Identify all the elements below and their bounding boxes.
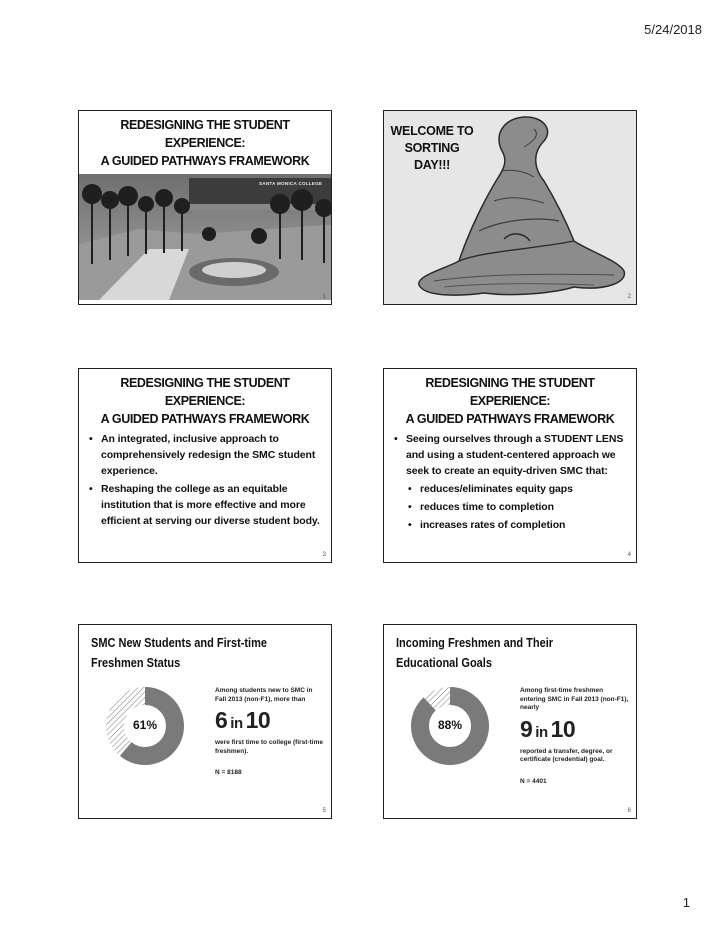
donut-percent-label: 88%	[437, 718, 463, 732]
slide-4	[383, 368, 637, 563]
title-line: REDESIGNING THE STUDENT	[120, 376, 290, 390]
title-line: Freshmen Status	[91, 656, 181, 670]
sample-size: N = 4401	[520, 777, 547, 785]
photo-caption: SANTA MONICA COLLEGE	[259, 181, 323, 186]
stat-ratio-denominator: 10	[550, 715, 576, 742]
stat-ratio-numerator: 6	[215, 707, 228, 733]
title-line: A GUIDED PATHWAYS FRAMEWORK	[100, 154, 310, 168]
stat-lead-text: Among students new to SMC in Fall 2013 (non-F1), more than	[215, 687, 313, 703]
title-line: REDESIGNING THE STUDENT	[120, 118, 290, 132]
slide-2	[383, 110, 637, 305]
title-line: A GUIDED PATHWAYS FRAMEWORK	[405, 412, 615, 426]
stat-lead-text: Among first-time freshmen entering SMC in Fall 2013 (non-F1), nearly	[520, 687, 629, 711]
slide-title	[83, 116, 327, 170]
title-line: Incoming Freshmen and Their	[396, 636, 554, 650]
bullet-item: • An integrated, inclusive approach to comprehensively redesign the SMC student experience.	[101, 431, 323, 479]
slide-number: 3	[322, 552, 326, 558]
stat-follow-text: reported a transfer, degree, or certificate (credential) goal.	[520, 747, 613, 763]
campus-photo	[79, 174, 332, 300]
stat-callout	[520, 687, 630, 785]
slide-number: 2	[627, 294, 631, 300]
slide-6	[383, 624, 637, 819]
title-line: A GUIDED PATHWAYS FRAMEWORK	[100, 412, 310, 426]
sub-bullet-item: • reduces/eliminates equity gaps	[420, 481, 628, 497]
slide-3	[78, 368, 332, 563]
sub-bullet-item: • reduces time to completion	[420, 499, 628, 515]
stat-follow-text: were first time to college (first-time freshmen).	[215, 739, 323, 755]
welcome-line: SORTING	[404, 141, 460, 155]
stat-callout	[215, 687, 325, 776]
bullet-item	[406, 431, 628, 533]
slide-number: 5	[322, 808, 326, 814]
bullet-list	[392, 431, 628, 535]
welcome-line: DAY!!!	[414, 158, 450, 172]
title-line: EXPERIENCE:	[164, 136, 246, 150]
header-date: 5/24/2018	[644, 22, 702, 37]
stat-ratio-denominator: 10	[245, 707, 271, 733]
slide-number: 4	[627, 552, 631, 558]
stat-ratio-in: in	[230, 715, 243, 732]
stat-ratio-in: in	[535, 723, 548, 741]
stat-ratio	[520, 716, 630, 746]
stat-ratio-numerator: 9	[520, 715, 533, 742]
title-line: Educational Goals	[396, 656, 492, 670]
title-line: REDESIGNING THE STUDENT	[425, 376, 595, 390]
slide-1	[78, 110, 332, 305]
title-line: SMC New Students and First-time	[91, 636, 268, 650]
welcome-line: WELCOME TO	[390, 124, 474, 138]
stat-ratio	[215, 707, 325, 737]
bullet-text: Seeing ourselves through a STUDENT LENS and using a student-centered approach we seek to create an equity-driven SMC that:	[406, 433, 624, 477]
sub-bullet-item: • increases rates of completion	[420, 517, 628, 533]
slide-title	[396, 633, 594, 673]
slide-title	[388, 374, 632, 428]
page-number: 1	[682, 895, 690, 910]
slide-5	[78, 624, 332, 819]
sample-size: N = 8188	[215, 769, 242, 776]
welcome-text	[390, 123, 474, 174]
title-line: EXPERIENCE:	[164, 394, 246, 408]
donut-percent-label: 61%	[132, 718, 158, 732]
bullet-item: • Reshaping the college as an equitable institution that is more effective and more efficient at serving our diverse student body.	[101, 481, 323, 529]
title-line: EXPERIENCE:	[469, 394, 551, 408]
slide-title	[83, 374, 327, 428]
slide-number: 6	[627, 808, 631, 814]
bullet-list	[87, 431, 323, 531]
slide-title	[91, 633, 289, 673]
slide-number: 1	[322, 294, 326, 300]
